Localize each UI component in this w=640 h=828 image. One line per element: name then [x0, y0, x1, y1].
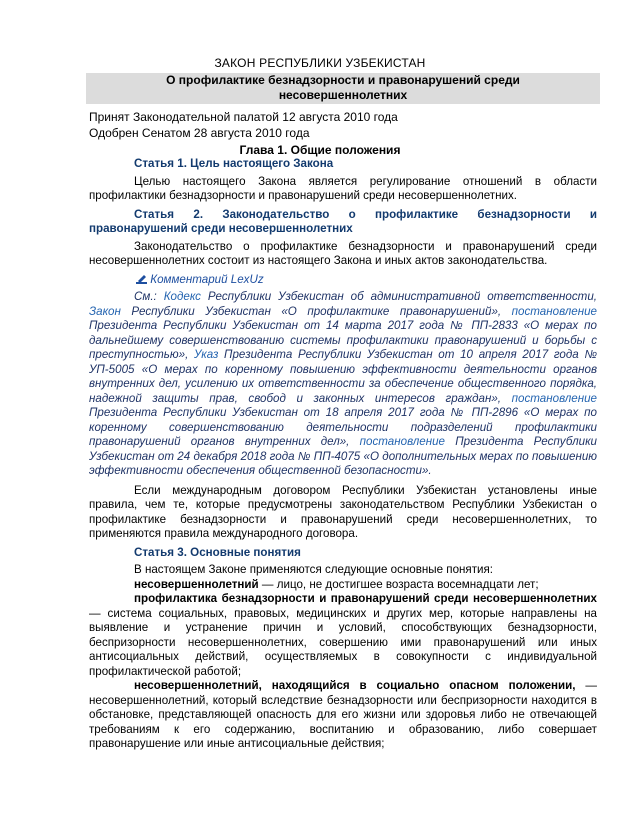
- article-3-heading[interactable]: Статья 3. Основные понятия: [134, 545, 301, 559]
- article-1-heading[interactable]: Статья 1. Цель настоящего Закона: [134, 157, 334, 170]
- link-postanovlenie-1[interactable]: постановление: [511, 304, 597, 318]
- comment-segment: Президента Республики Узбекистан от 18 апреля 2017 года № ПП-2896 «О мерах по коренному совершенствованию деятельности подразделений профилактики правонарушений органов внутренних дел»,: [89, 406, 597, 448]
- law-title: [86, 73, 600, 104]
- definition-1-text: — лицо, не достигшее возраста восемнадцати лет;: [258, 577, 539, 591]
- law-title-line-2: несовершеннолетних: [278, 88, 408, 102]
- definition-3-text: — несовершеннолетний, который вследствие безнадзорности или беспризорности находится в обстановке, представляющей опасность для его жизни или здоровья либо не отвечающей требованиям к его содержанию, воспитанию и образованию, либо совершает правонарушение или иные антисоциальные действия;: [89, 679, 597, 750]
- comment-segment: Республики Узбекистан об административной ответственности,: [200, 290, 598, 303]
- article-2-text: Законодательство о профилактике безнадзорности и правонарушений среди несовершеннолетних состоит из настоящего Закона и иных актов законодательства.: [89, 239, 597, 267]
- comment-segment: Республики Узбекистан «О профилактике правонарушений»,: [120, 304, 512, 318]
- comment-toggle[interactable]: [89, 273, 597, 288]
- article-2-intl-text: Если международным договором Республики Узбекистан установлены иные правила, чем те, которые предусмотрены законодательством Республики Узбекистан о профилактике безнадзорности и правонарушений среди несовершеннолетних, то применяются правила международного договора.: [89, 483, 597, 540]
- chapter-heading: Глава 1. Общие положения: [239, 143, 401, 157]
- link-postanovlenie-3[interactable]: постановление: [359, 435, 445, 448]
- comment-segment: Президента Республики Узбекистан от 14 марта 2017 года № ПП-2833 «О мерах по дальнейшему совершенствованию системы профилактики правонарушений и борьбы с преступностью»,: [89, 319, 597, 361]
- comment-label[interactable]: Комментарий LexUz: [150, 272, 264, 286]
- law-type-heading: ЗАКОН РЕСПУБЛИКИ УЗБЕКИСТАН: [214, 56, 426, 70]
- link-zakon[interactable]: Закон: [89, 304, 121, 318]
- approved-line: Одобрен Сенатом 28 августа 2010 года: [89, 126, 310, 140]
- term-2: профилактика безнадзорности и правонарушений среди несовершеннолетних: [134, 592, 597, 605]
- comment-segment: Президента Республики Узбекистан от 10 апреля 2017 года № УП-5005 «О мерах по коренному повышению эффективности деятельности органов внутренних дел, усилению их ответственности за обеспечение общественного порядка, надежной защиты прав, свобод и законных интересов граждан»,: [89, 348, 597, 405]
- definition-1: [89, 578, 597, 593]
- link-kodeks[interactable]: Кодекс: [163, 290, 201, 303]
- definition-2: [89, 592, 597, 679]
- term-1: несовершеннолетний: [134, 577, 259, 591]
- law-title-line-1: О профилактике безнадзорности и правонарушений среди: [166, 73, 520, 87]
- adoption-info: [89, 109, 398, 141]
- document-body: [89, 157, 597, 752]
- definition-3: [89, 679, 597, 752]
- link-ukaz[interactable]: Указ: [194, 348, 219, 361]
- article-1-text: Целью настоящего Закона является регулирование отношений в области профилактики безнадзорности и правонарушений среди несовершеннолетних.: [89, 174, 597, 202]
- link-postanovlenie-2[interactable]: постановление: [511, 391, 597, 405]
- comment-segment: Президента Республики Узбекистан от 24 декабря 2018 года № ПП-4075 «О дополнительных мерах по повышению эффективности обеспечения общественной безопасности».: [89, 435, 598, 477]
- article-3-intro: В настоящем Законе применяются следующие основные понятия:: [134, 563, 493, 576]
- comment-text: [89, 290, 597, 479]
- adopted-line: Принят Законодательной палатой 12 августа 2010 года: [89, 110, 398, 124]
- term-3: несовершеннолетний, находящийся в социально опасном положении,: [134, 679, 576, 692]
- article-2-heading[interactable]: Статья 2. Законодательство о профилактике безнадзорности и правонарушений среди несовершеннолетних: [89, 207, 597, 235]
- comment-prefix: См.:: [134, 290, 164, 303]
- comment-pencil-icon: [136, 274, 147, 284]
- definition-2-text: — система социальных, правовых, медицинских и других мер, которые направлены на выявление и устранение причин и условий, способствующих безнадзорности, беспризорности несовершеннолетних, совершению ими правонарушений или иных антисоциальных действий, осуществляемых в совокупности с индивидуальной профилактической работой;: [89, 606, 597, 678]
